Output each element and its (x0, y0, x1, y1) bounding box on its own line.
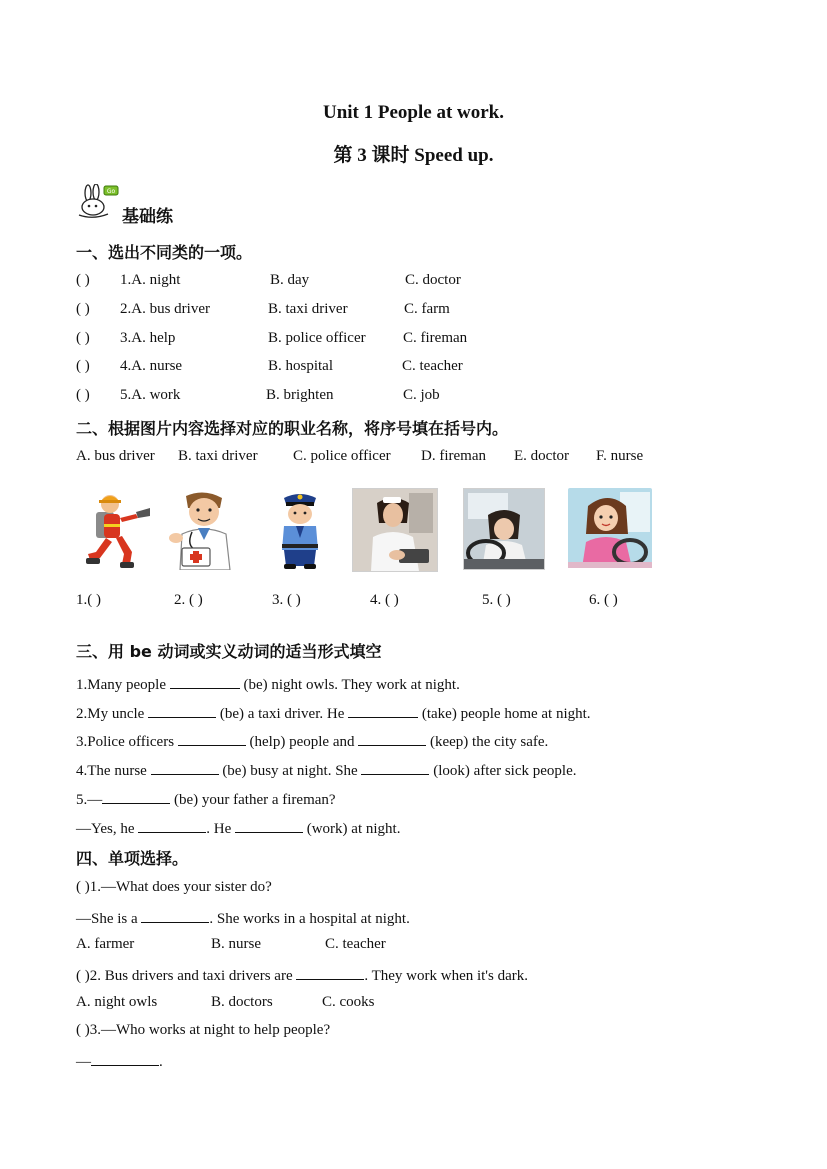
nurse-picture (352, 488, 438, 572)
text: . (159, 1054, 163, 1070)
blank-field[interactable] (178, 731, 246, 746)
text: (work) at night. (302, 821, 401, 837)
text: 2.My uncle (76, 706, 149, 722)
list-item (0, 330, 827, 350)
question-1-options (0, 936, 827, 956)
option-fireman: D. fireman (421, 448, 486, 464)
text: (take) people home at night. (418, 706, 591, 722)
question-3-stem: ( )3.—Who works at night to help people? (76, 1022, 331, 1038)
option-c[interactable]: C. cooks (322, 994, 375, 1010)
text: . He (206, 821, 235, 837)
text: 1.Many people (76, 677, 170, 693)
list-item (0, 272, 827, 292)
blank-field[interactable] (296, 965, 364, 980)
text: (keep) the city safe. (426, 734, 549, 750)
text: (be) night owls. They work at night. (239, 677, 460, 693)
basics-label: 基础练 (122, 207, 173, 227)
section3-title: 三、用 be 动词或实义动词的适当形式填空 (76, 642, 382, 661)
answer-bracket[interactable]: ( ) (76, 387, 90, 403)
answer-bracket[interactable]: ( ) (76, 330, 90, 346)
option-c[interactable]: C. teacher (325, 936, 386, 952)
blank-field[interactable] (151, 760, 219, 775)
occupation-options (0, 448, 827, 468)
text: 3.Police officers (76, 734, 178, 750)
option-b[interactable]: B. doctors (211, 994, 273, 1010)
text: ( )2. Bus drivers and taxi drivers are (76, 968, 297, 984)
answer-bracket[interactable]: ( ) (76, 301, 90, 317)
option-a[interactable]: A. night owls (76, 994, 158, 1010)
blank-field[interactable] (361, 760, 429, 775)
option-b: B. day (270, 272, 310, 288)
list-item (76, 731, 548, 751)
option-doctor: E. doctor (514, 448, 569, 464)
answer-bracket[interactable]: 6. ( ) (589, 592, 618, 608)
question-1-line (76, 908, 410, 928)
option-c: C. doctor (405, 272, 461, 288)
option-taxi-driver: B. taxi driver (178, 448, 258, 464)
list-item (76, 674, 460, 694)
list-item (76, 818, 400, 838)
section1-title: 一、选出不同类的一项。 (76, 243, 253, 262)
blank-field[interactable] (138, 818, 206, 833)
option-c: C. job (403, 387, 440, 403)
question-2-stem (76, 965, 528, 985)
answer-bracket[interactable]: 2. ( ) (174, 592, 203, 608)
section4-title: 四、单项选择。 (76, 849, 189, 868)
option-c: C. fireman (403, 330, 468, 346)
text: (look) after sick people. (429, 763, 577, 779)
blank-field[interactable] (91, 1051, 159, 1066)
option-a: 1.A. night (120, 272, 181, 288)
doctor-picture (160, 488, 244, 570)
option-b: B. brighten (266, 387, 334, 403)
page-title: Unit 1 People at work. (322, 102, 504, 123)
text: . They work when it's dark. (364, 968, 529, 984)
blank-field[interactable] (348, 703, 418, 718)
answer-bracket[interactable]: 5. ( ) (482, 592, 511, 608)
taxi-driver-picture (463, 488, 545, 570)
blank-field[interactable] (148, 703, 216, 718)
text: (be) busy at night. She (218, 763, 362, 779)
bunny-icon (76, 184, 120, 218)
text: — (76, 1054, 91, 1070)
option-a[interactable]: A. farmer (76, 936, 135, 952)
option-a: 4.A. nurse (120, 358, 183, 374)
option-b[interactable]: B. nurse (211, 936, 261, 952)
blank-field[interactable] (141, 908, 209, 923)
option-b: B. police officer (268, 330, 366, 346)
option-a: 2.A. bus driver (120, 301, 210, 317)
text: (help) people and (245, 734, 359, 750)
question-3-line (76, 1051, 163, 1071)
bus-driver-picture (568, 488, 652, 568)
text: 4.The nurse (76, 763, 151, 779)
answer-bracket[interactable]: ( ) (76, 358, 90, 374)
picture-answers (0, 592, 827, 612)
option-a: 3.A. help (120, 330, 176, 346)
answer-bracket[interactable]: ( ) (76, 272, 90, 288)
blank-field[interactable] (170, 674, 240, 689)
blank-field[interactable] (235, 818, 303, 833)
list-item (76, 760, 577, 780)
fireman-picture (70, 488, 154, 570)
text: (be) your father a fireman? (170, 792, 336, 808)
option-b: B. taxi driver (268, 301, 348, 317)
police-officer-picture (258, 488, 342, 570)
text: (be) a taxi driver. He (216, 706, 349, 722)
question-2-options (0, 994, 827, 1014)
option-bus-driver: A. bus driver (76, 448, 155, 464)
text: —Yes, he (76, 821, 139, 837)
list-item (76, 789, 336, 809)
option-c: C. farm (404, 301, 450, 317)
question-1-stem: ( )1.—What does your sister do? (76, 879, 272, 895)
lesson-title: 第 3 课时 Speed up. (333, 145, 494, 166)
answer-bracket[interactable]: 1.( ) (76, 592, 101, 608)
answer-bracket[interactable]: 4. ( ) (370, 592, 399, 608)
svg-text:Go: Go (106, 188, 116, 195)
answer-bracket[interactable]: 3. ( ) (272, 592, 301, 608)
text: —She is a (76, 911, 142, 927)
list-item (0, 358, 827, 378)
blank-field[interactable] (102, 789, 170, 804)
list-item (76, 703, 591, 723)
option-nurse: F. nurse (596, 448, 644, 464)
option-a: 5.A. work (120, 387, 181, 403)
text: . She works in a hospital at night. (209, 911, 410, 927)
option-police-officer: C. police officer (293, 448, 391, 464)
text: 5.— (76, 792, 103, 808)
list-item (0, 387, 827, 407)
option-b: B. hospital (268, 358, 334, 374)
list-item (0, 301, 827, 321)
blank-field[interactable] (358, 731, 426, 746)
section2-title: 二、根据图片内容选择对应的职业名称，将序号填在括号内。 (76, 419, 509, 438)
option-c: C. teacher (402, 358, 463, 374)
